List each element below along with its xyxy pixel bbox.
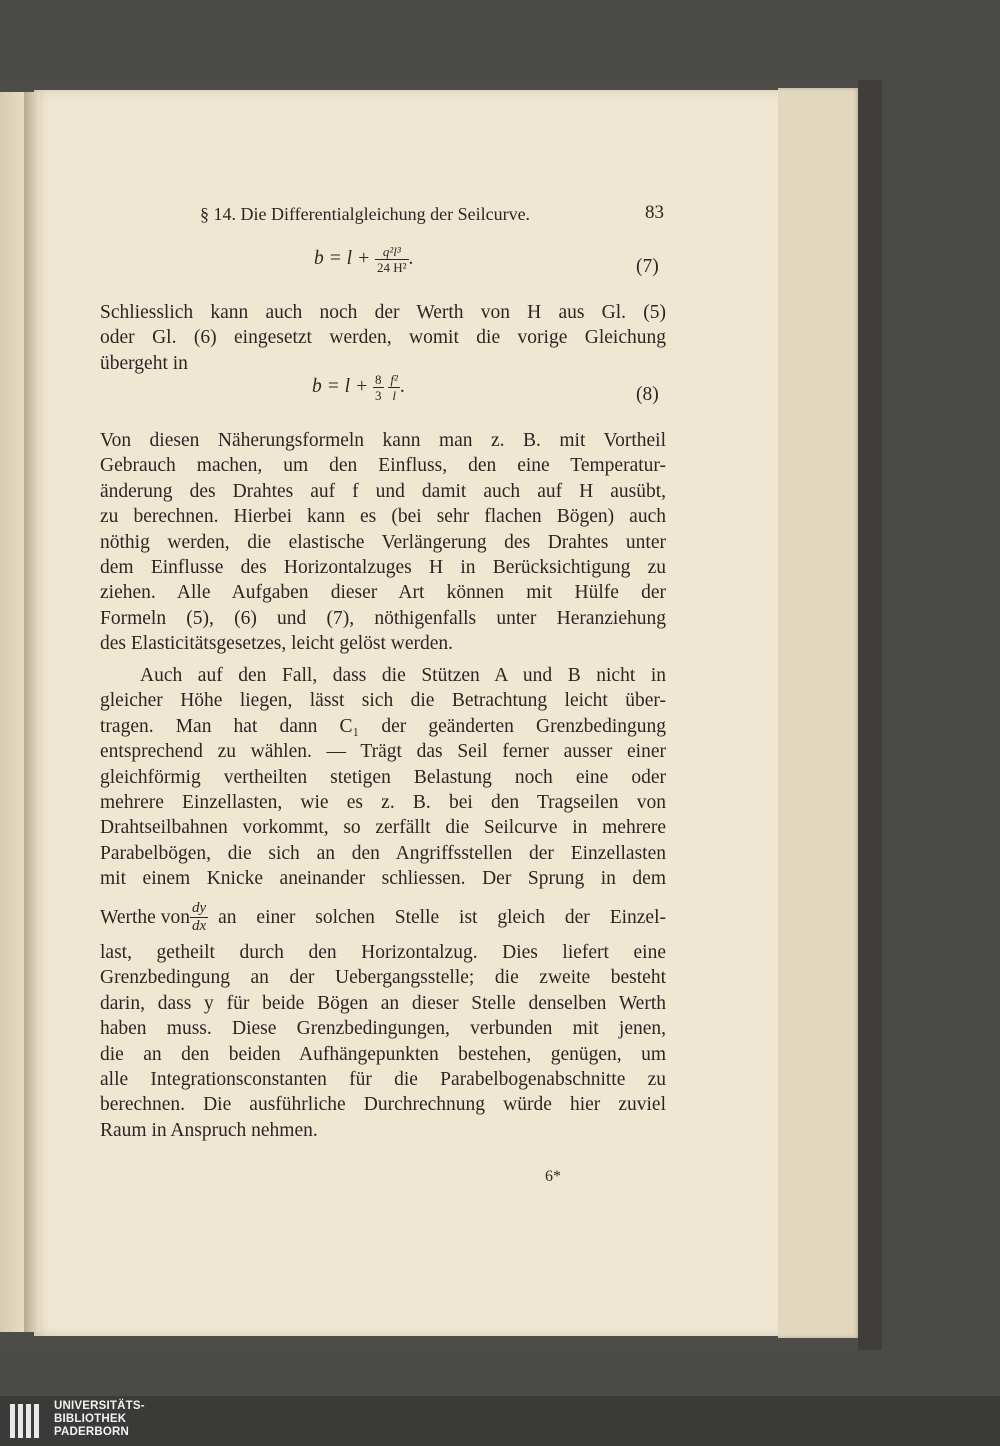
dy-numerator: dy [191,900,207,916]
formula-8-fraction-b [388,372,400,403]
text-line: Auch auf den Fall, dass die Stützen A und B nicht in [140,665,666,686]
text-line: die an den beiden Aufhängepunkten bestehen, genügen, um [100,1043,666,1065]
text-line: last, getheilt durch den Horizontalzug. Dies liefert eine [100,942,666,963]
formula-8-denominator-a: 3 [375,388,382,403]
text-line: Grenzbedingung an der Uebergangsstelle; die zweite besteht [100,967,666,989]
formula-8-tail: . [399,375,405,397]
paragraph-3 [100,663,666,892]
text-line: gleichförmig vertheilten stetigen Belastung noch eine oder [100,766,666,788]
text-line: haben muss. Diese Grenzbedingungen, verbunden mit jenen, [100,1018,666,1040]
formula-8-denominator-b: l [392,388,396,403]
werthe-after: an einer solchen Stelle ist gleich der Einzel- [218,906,666,928]
formula-8-numerator-a: 8 [375,372,382,387]
formula-7-lhs: b = l + [314,247,371,269]
dy-dx-fraction [190,900,208,935]
formula-8-lhs: b = l + [312,375,369,397]
text-line: nöthig werden, die elastische Verlängerung des Drahtes unter [100,531,666,553]
section-title: § 14. Die Differentialgleichung der Seilcurve. [200,204,531,224]
formula-7-denominator: 24 H² [377,260,407,275]
text-line: Drahtseilbahnen vorkommt, so zerfällt die Seilcurve in mehrere [100,817,666,839]
text-line: entsprechend zu wählen. — Trägt das Seil ferner ausser einer [100,741,666,763]
text-line: dem Einflusse des Horizontalzuges H in Berücksichtigung zu [100,556,666,578]
running-header [200,204,664,225]
text-line: des Elasticitätsgesetzes, leicht gelöst werden. [100,633,454,655]
library-name-line1: UNIVERSITÄTS- [54,1400,145,1412]
formula-8-fraction-a [373,372,384,403]
paragraph-2 [100,428,666,657]
text-line: mehrere Einzellasten, wie es z. B. bei den Tragseilen von [100,791,666,813]
formula-7-tail: . [408,247,414,269]
formula-8-label: (8) [636,384,659,405]
text-line: alle Integrationsconstanten für die Parabelbogenabschnitte zu [100,1068,666,1090]
formula-7-numerator: q²l³ [375,244,409,260]
library-name [54,1400,145,1439]
text-line: mit einem Knicke aneinander schliessen. Der Sprung in dem [100,868,666,890]
paragraph-3-cont [100,940,666,1143]
text-line: Parabelbögen, die sich an den Angriffsstellen der Einzellasten [100,842,666,864]
dx-denominator: dx [191,918,207,934]
text-line: Raum in Anspruch nehmen. [100,1119,318,1141]
library-name-line2: BIBLIOTHEK [54,1413,127,1425]
library-footer [0,1396,1000,1446]
library-logo-icon [8,1400,46,1442]
text-line: darin, dass y für beide Bögen an dieser Stelle denselben Werth [100,992,666,1014]
text-line: oder Gl. (6) eingesetzt werden, womit die vorige Gleichung [100,327,666,349]
text-line: Formeln (5), (6) und (7), nöthigenfalls unter Heranziehung [100,607,666,629]
text-line: übergeht in [100,352,188,374]
formula-7 [314,244,413,275]
werthe-before: Werthe von [100,906,190,928]
formula-8 [312,372,405,403]
text-line: zu berechnen. Hierbei kann es (bei sehr flachen Bögen) auch [100,506,666,528]
text-line: Schliesslich kann auch noch der Werth von H aus Gl. (5) [100,302,666,323]
text-line: tragen. Man hat dann C₁ der geänderten Grenzbedingung [100,715,666,737]
text-line: Gebrauch machen, um den Einfluss, den eine Temperatur- [100,455,666,477]
formula-8-numerator-b: f² [390,372,398,387]
text-line: Von diesen Näherungsformeln kann man z. B. mit Vortheil [100,430,666,451]
page-number: 83 [645,202,664,223]
text-line: gleicher Höhe liegen, lässt sich die Betrachtung leicht über- [100,690,666,712]
paragraph-1 [100,300,666,376]
page-gutter [24,92,40,1332]
library-name-line3: PADERBORN [54,1426,130,1438]
formula-7-fraction [375,244,409,275]
werthe-line [100,900,666,935]
text-line: berechnen. Die ausführliche Durchrechnung würde hier zuviel [100,1094,666,1116]
page-edges [778,88,860,1338]
signature-mark: 6* [545,1168,561,1185]
text-line: änderung des Drahtes auf f und damit auch auf H ausübt, [100,480,666,502]
text-line: ziehen. Alle Aufgaben dieser Art können mit Hülfe der [100,582,666,604]
back-board [858,80,882,1350]
formula-7-label: (7) [636,256,659,277]
